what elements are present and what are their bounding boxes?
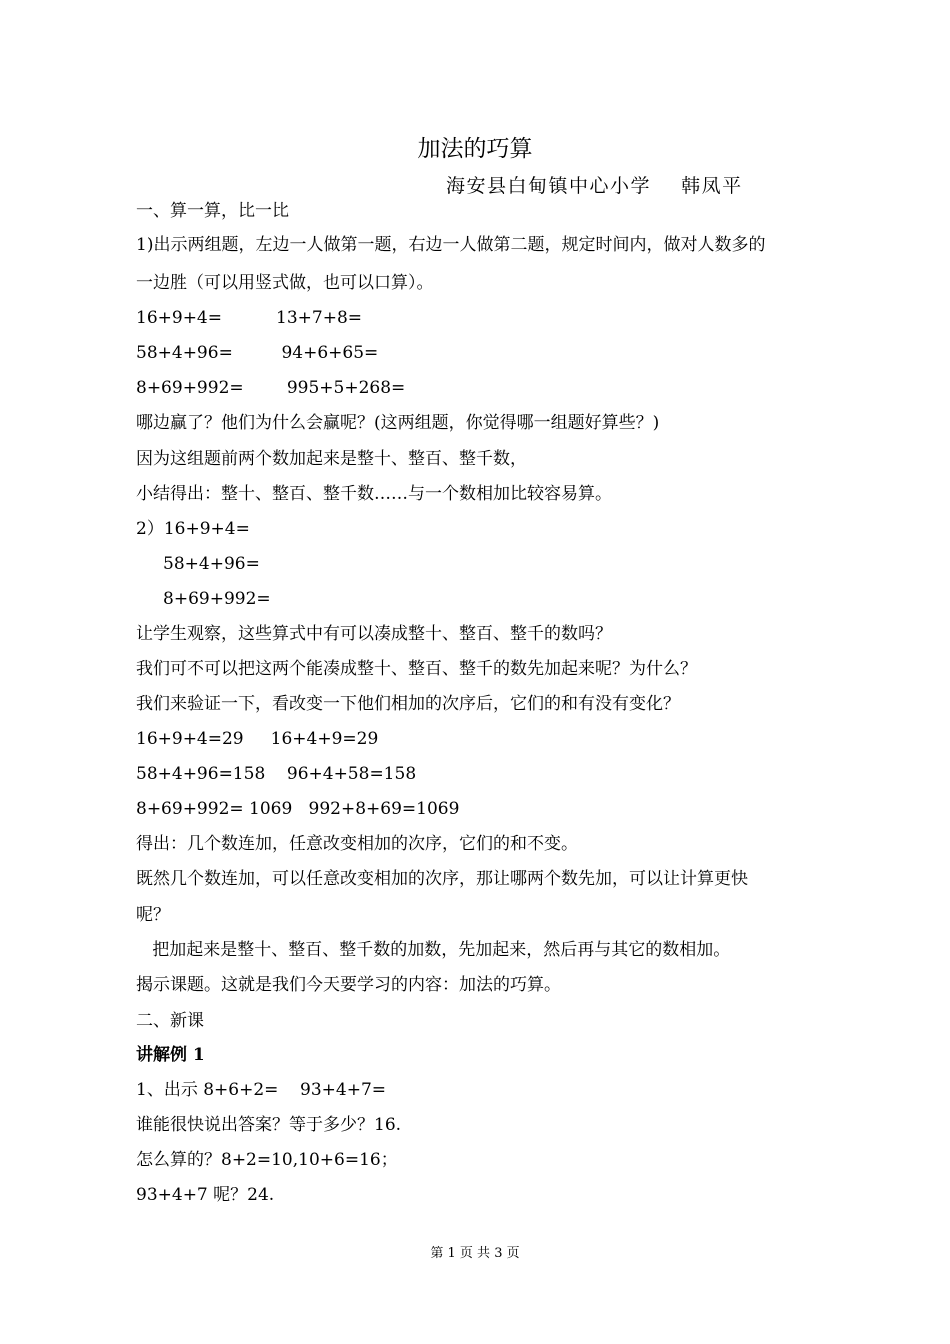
paragraph-line: 揭示课题。这就是我们今天要学习的内容：加法的巧算。 [136,975,561,995]
paragraph-line: 呢？ [136,905,170,925]
paragraph-line: 93+4+7 呢？24. [136,1185,275,1205]
equation-line: 58+4+96= 94+6+65= [136,343,379,363]
example-heading: 讲解例 1 [136,1045,205,1065]
page-footer: 第 1 页 共 3 页 [430,1246,520,1261]
equation-line: 58+4+96=158 96+4+58=158 [136,764,417,784]
paragraph-line: 小结得出：整十、整百、整千数……与一个数相加比较容易算。 [136,484,612,504]
equation-line: 1、出示 8+6+2= 93+4+7= [136,1080,387,1100]
equation-line: 8+69+992= [136,589,271,609]
equation-line: 16+9+4=29 16+4+9=29 [136,729,379,749]
page-title: 加法的巧算 [417,136,533,162]
paragraph-line: 因为这组题前两个数加起来是整十、整百、整千数， [136,449,527,469]
section-heading: 二、新课 [136,1011,204,1031]
paragraph-line: 谁能很快说出答案？等于多少？16. [136,1115,402,1135]
paragraph-line: 把加起来是整十、整百、整千数的加数，先加起来，然后再与其它的数相加。 [136,940,731,960]
paragraph-line: 我们来验证一下，看改变一下他们相加的次序后，它们的和有没有变化？ [136,694,680,714]
paragraph-line: 一边胜（可以用竖式做，也可以口算）。 [136,273,434,293]
equation-line: 2）16+9+4= [136,519,250,539]
paragraph-line: 怎么算的？8+2=10,10+6=16； [136,1150,398,1170]
paragraph-line: 哪边赢了？他们为什么会赢呢？(这两组题，你觉得哪一组题好算些？) [136,413,660,433]
equation-line: 8+69+992= 995+5+268= [136,378,406,398]
paragraph-line: 既然几个数连加，可以任意改变相加的次序，那让哪两个数先加，可以让计算更快 [136,869,748,889]
paragraph-line: 1)出示两组题，左边一人做第一题，右边一人做第二题，规定时间内，做对人数多的 [136,235,766,255]
equation-line: 8+69+992= 1069 992+8+69=1069 [136,799,460,819]
equation-line: 16+9+4= 13+7+8= [136,308,363,328]
section-heading: 一、算一算，比一比 [136,201,289,221]
paragraph-line: 我们可不可以把这两个能凑成整十、整百、整千的数先加起来呢？为什么？ [136,659,697,679]
paragraph-line: 让学生观察，这些算式中有可以凑成整十、整百、整千的数吗？ [136,624,612,644]
author-line: 海安县白甸镇中心小学 韩凤平 [446,175,743,197]
equation-line: 58+4+96= [136,554,260,574]
paragraph-line: 得出：几个数连加，任意改变相加的次序，它们的和不变。 [136,834,578,854]
